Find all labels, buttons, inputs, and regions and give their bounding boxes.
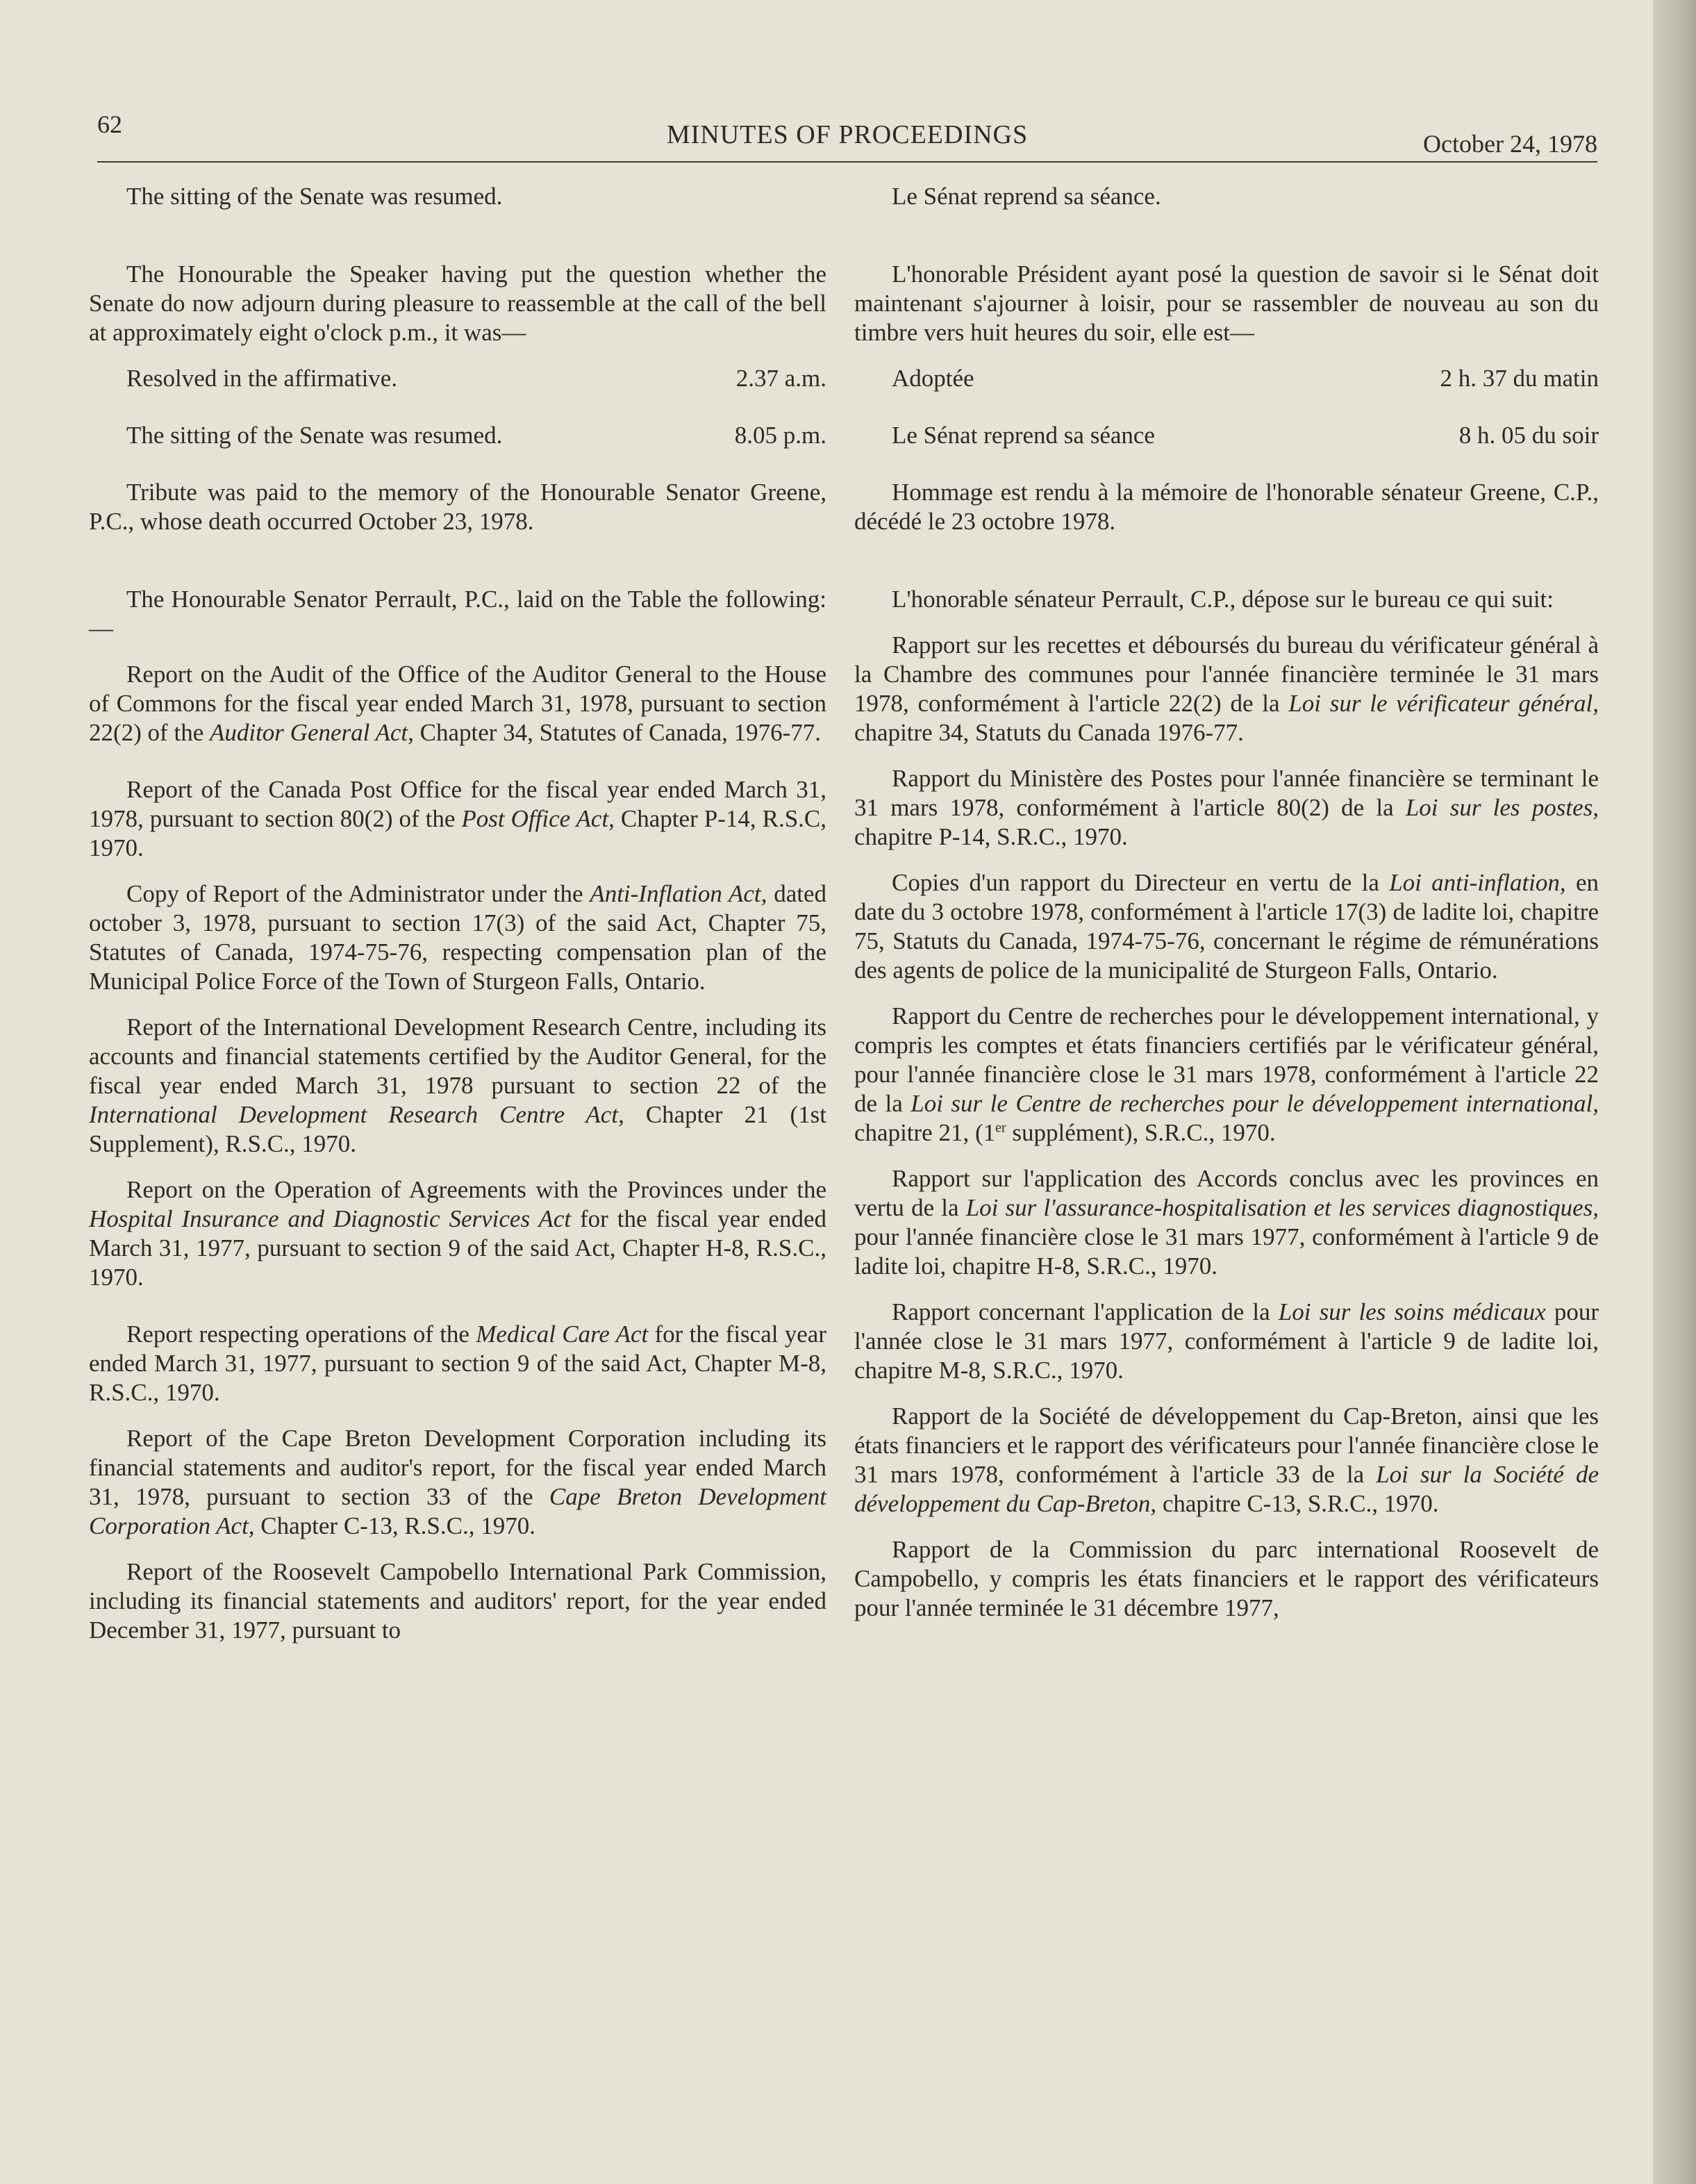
seance-reprise-paragraph: Le Sénat reprend sa séance. — [892, 183, 1161, 210]
rapport-crdi: Rapport du Centre de recherches pour le développement international, y compris les comptes et états financiers certifiés par le vérificateur général, pour l'année financière close le 31 mars 1978, conformément à l'article 22 de la Loi sur le Centre de recherches pour le développement international, chapitre 21, (1er supplément), S.R.C., 1970. — [854, 1002, 1599, 1146]
page-number: 62 — [97, 110, 122, 138]
rapport-verificateur-general: Rapport sur les recettes et déboursés du bureau du vérificateur général à la Chambre des communes pour l'année financière terminée le 31 mars 1978, conformément à l'article 22(2) de la Loi sur le vérificateur général, chapitre 34, Statuts du Canada 1976-77. — [854, 631, 1599, 746]
resolved-line — [89, 364, 826, 393]
rapport-cap-breton: Rapport de la Société de développement du Cap-Breton, ainsi que les états financiers et le rapport des vérificateurs pour l'année financière close le 31 mars 1978, conformément à l'article 33 de la Loi sur la Société de développement du Cap-Breton, chapitre C-13, S.R.C., 1970. — [854, 1403, 1599, 1517]
sitting-resumed-paragraph: The sitting of the Senate was resumed. — [126, 183, 503, 210]
report-roosevelt-campobello: Report of the Roosevelt Campobello International Park Commission, including its financial statements and auditors' report, for the year ended December 31, 1977, pursuant to — [89, 1558, 826, 1644]
english-column — [89, 182, 826, 1645]
report-idrc: Report of the International Development Research Centre, including its accounts and financial statements certified by the Auditor General, for the fiscal year ended March 31, 1978 pursuant to section 22 of the International Development Research Centre Act, Chapter 21 (1st Supplement), R.S.C., 1970. — [89, 1014, 826, 1157]
report-anti-inflation: Copy of Report of the Administrator under the Anti-Inflation Act, dated october 3, 1978, pursuant to section 17(3) of the said Act, Chapter 75, Statutes of Canada, 1974-75-76, respecting compensation plan of the Municipal Police Force of the Town of Sturgeon Falls, Ontario. — [89, 880, 826, 995]
report-medical-care: Report respecting operations of the Medical Care Act for the fiscal year ended March 31, 1977, pursuant to section 9 of the said Act, Chapter M-8, R.S.C., 1970. — [89, 1321, 826, 1406]
rapport-anti-inflation: Copies d'un rapport du Directeur en vertu de la Loi anti-inflation, en date du 3 octobre 1978, conformément à l'article 17(3) de ladite loi, chapitre 75, Statuts du Canada, 1974-75-76, concernant le régime de rémunérations des agents de police de la municipalité de Sturgeon Falls, Ontario. — [854, 869, 1599, 984]
depot-intro-paragraph: L'honorable sénateur Perrault, C.P., dépose sur le bureau ce qui suit: — [892, 586, 1554, 613]
tribute-paragraph: Tribute was paid to the memory of the Honourable Senator Greene, P.C., whose death occurred October 23, 1978. — [89, 479, 826, 535]
page-date: October 24, 1978 — [1423, 130, 1597, 158]
adopted-label: Adoptée — [892, 365, 974, 392]
page-edge — [1653, 0, 1696, 2184]
resumed-line — [89, 421, 826, 450]
french-column — [854, 182, 1599, 1623]
resumed-label: The sitting of the Senate was resumed. — [126, 422, 503, 449]
question-president-paragraph: L'honorable Président ayant posé la question de savoir si le Sénat doit maintenant s'ajourner à loisir, pour se rassembler de nouveau au son du timbre vers huit heures du soir, elle est— — [854, 260, 1599, 346]
report-auditor-general: Report on the Audit of the Office of the Auditor General to the House of Commons for the fiscal year ended March 31, 1978, pursuant to section 22(2) of the Auditor General Act, Chapter 34, Statutes of Canada, 1976-77. — [89, 661, 826, 746]
rapport-assurance-hospitalisation: Rapport sur l'application des Accords conclus avec les provinces en vertu de la Loi sur l'assurance-hospitalisation et les services diagnostiques, pour l'année financière close le 31 mars 1977, conformément à l'article 9 de ladite loi, chapitre H-8, S.R.C., 1970. — [854, 1165, 1599, 1280]
resolved-time: 2.37 a.m. — [735, 365, 826, 392]
adopted-line — [854, 364, 1599, 393]
speaker-question-paragraph: The Honourable the Speaker having put the question whether the Senate do now adjourn during pleasure to reassemble at the call of the bell at approximately eight o'clock p.m., it was— — [89, 260, 826, 346]
resolved-label: Resolved in the affirmative. — [126, 365, 398, 392]
hommage-paragraph: Hommage est rendu à la mémoire de l'honorable sénateur Greene, C.P., décédé le 23 octobre 1978. — [854, 479, 1599, 535]
page-header — [97, 104, 1597, 160]
report-post-office: Report of the Canada Post Office for the fiscal year ended March 31, 1978, pursuant to section 80(2) of the Post Office Act, Chapter P-14, R.S.C, 1970. — [89, 776, 827, 861]
adopted-time: 2 h. 37 du matin — [1440, 365, 1599, 392]
reprise-time: 8 h. 05 du soir — [1458, 422, 1599, 449]
tabled-intro-paragraph: The Honourable Senator Perrault, P.C., laid on the Table the following:— — [89, 586, 826, 642]
header-rule — [97, 161, 1597, 163]
page-title: MINUTES OF PROCEEDINGS — [666, 120, 1029, 149]
report-hospital-insurance: Report on the Operation of Agreements with the Provinces under the Hospital Insurance and Diagnostic Services Act for the fiscal year ended March 31, 1977, pursuant to section 9 of the said Act, Chapter H-8, R.S.C., 1970. — [89, 1176, 826, 1291]
reprise-label: Le Sénat reprend sa séance — [892, 422, 1155, 449]
reprise-line — [854, 421, 1599, 450]
resumed-time: 8.05 p.m. — [734, 422, 826, 449]
rapport-postes: Rapport du Ministère des Postes pour l'année financière se terminant le 31 mars 1978, conformément à l'article 80(2) de la Loi sur les postes, chapitre P-14, S.R.C., 1970. — [854, 765, 1599, 850]
rapport-roosevelt-campobello: Rapport de la Commission du parc international Roosevelt de Campobello, y compris les états financiers et le rapport des vérificateurs pour l'année terminée le 31 décembre 1977, — [854, 1536, 1599, 1621]
rapport-soins-medicaux: Rapport concernant l'application de la Loi sur les soins médicaux pour l'année close le 31 mars 1977, conformément à l'article 9 de ladite loi, chapitre M-8, S.R.C., 1970. — [854, 1298, 1599, 1384]
report-cape-breton: Report of the Cape Breton Development Corporation including its financial statements and auditor's report, for the fiscal year ended March 31, 1978, pursuant to section 33 of the Cape Breton Development Corporation Act, Chapter C-13, R.S.C., 1970. — [89, 1425, 826, 1539]
